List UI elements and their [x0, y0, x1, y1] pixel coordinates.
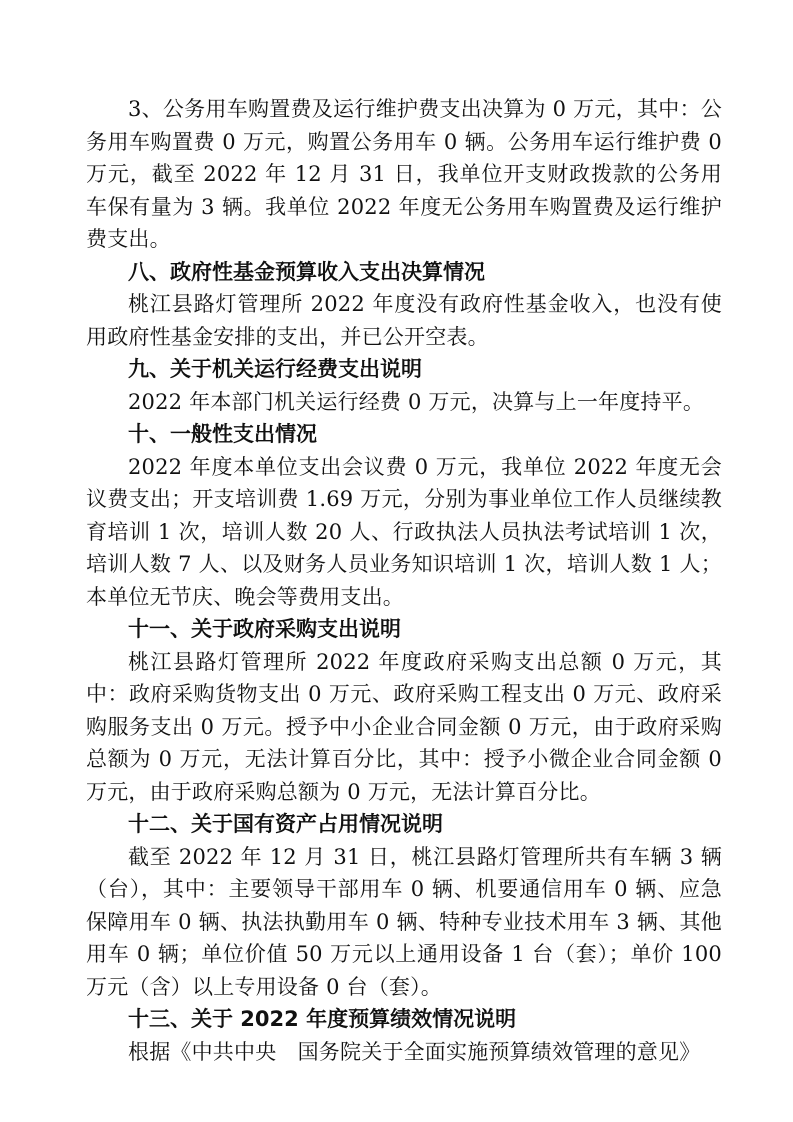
paragraph-state-assets: 截至 2022 年 12 月 31 日，桃江县路灯管理所共有车辆 3 辆（台），其中：主要领导干部用车 0 辆、机要通信用车 0 辆、应急保障用车 0 辆、执法执勤用车 0 辆、特种专业技术用车 3 辆、其他用车 0 辆；单位价值 50 万元以上通用设备 1 台（套）；单价 100 万元（含）以上专用设备 0 台（套）。: [86, 844, 722, 999]
section-heading-12: 十二、关于国有资产占用情况说明: [128, 812, 443, 836]
paragraph-performance: 根据《中共中央 国务院关于全面实施预算绩效管理的意见》: [128, 1039, 701, 1064]
document-page: [86, 93, 722, 1068]
paragraph-operating-expenses: 2022 年本部门机关运行经费 0 万元，决算与上一年度持平。: [128, 389, 705, 414]
section-heading-13: 十三、关于 2022 年度预算绩效情况说明: [128, 1007, 517, 1031]
paragraph-procurement: 桃江县路灯管理所 2022 年度政府采购支出总额 0 万元，其中：政府采购货物支出 0 万元、政府采购工程支出 0 万元、政府采购服务支出 0 万元。授予中小企业合同金额 0 万元，由于政府采购总额为 0 万元，无法计算百分比，其中：授予小微企业合同金额 0 万元，由于政府采购总额为 0 万元，无法计算百分比。: [86, 649, 722, 804]
section-heading-8: 八、政府性基金预算收入支出决算情况: [128, 259, 485, 284]
section-heading-10: 十、一般性支出情况: [128, 422, 317, 446]
paragraph-general-expenses: 2022 年度本单位支出会议费 0 万元，我单位 2022 年度无会议费支出；开支培训费 1.69 万元，分别为事业单位工作人员继续教育培训 1 次，培训人数 20 人、行政执法人员执法考试培训 1 次，培训人数 7 人、以及财务人员业务知识培训 1 次，培训人数 1 人；本单位无节庆、晚会等费用支出。: [86, 454, 722, 609]
paragraph-vehicle-expenses: 3、公务用车购置费及运行维护费支出决算为 0 万元，其中：公务用车购置费 0 万元，购置公务用车 0 辆。公务用车运行维护费 0 万元，截至 2022 年 12 月 31 日，我单位开支财政拨款的公务用车保有量为 3 辆。我单位 2022 年度无公务用车购置费及运行维护费支出。: [86, 97, 722, 251]
paragraph-government-fund: 桃江县路灯管理所 2022 年度没有政府性基金收入，也没有使用政府性基金安排的支出，并已公开空表。: [86, 292, 722, 349]
section-heading-11: 十一、关于政府采购支出说明: [128, 617, 401, 641]
section-heading-9: 九、关于机关运行经费支出说明: [128, 357, 422, 381]
